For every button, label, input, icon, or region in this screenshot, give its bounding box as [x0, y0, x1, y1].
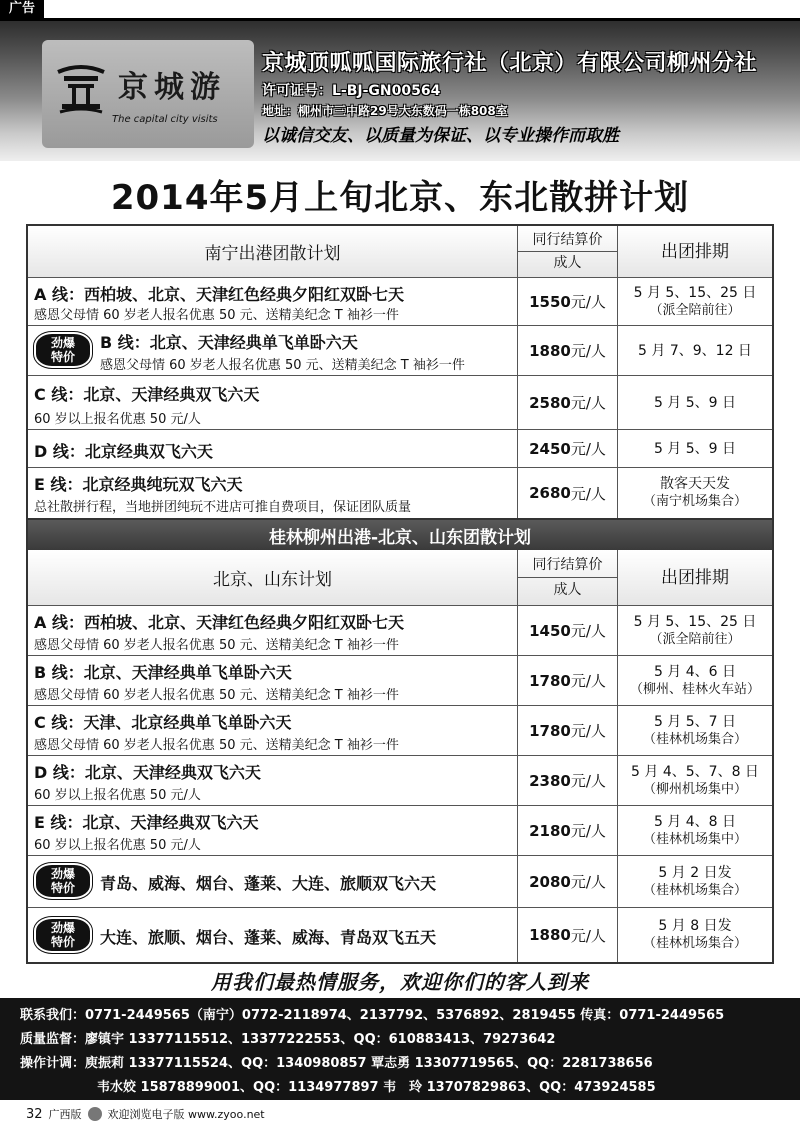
page-number: 32 — [26, 1106, 43, 1122]
logo-subtitle: The capital city visits — [112, 114, 218, 125]
route-price: 2080 元/人 — [518, 856, 618, 907]
price-label: 同行结算价 — [532, 232, 603, 248]
route-price: 2580 元/人 — [518, 376, 618, 429]
departure-dates: 5 月 4、5、7、8 日 （柳州机场集中） — [631, 763, 759, 797]
route-note: 感恩父母情 60 岁老人报名优惠 50 元、送精美纪念 T 袖衫一件 — [34, 688, 399, 703]
table-header — [28, 550, 772, 606]
departure-dates: 5 月 7、9、12 日 — [638, 342, 752, 359]
route-price: 1780 元/人 — [518, 706, 618, 755]
publication-logo-icon — [88, 1107, 102, 1121]
route-note: 总社散拼行程，当地拼团纯玩不进店可推自费项目，保证团队质量 — [34, 500, 412, 515]
table-row — [28, 706, 772, 756]
company-name: 京城顶呱呱国际旅行社（北京）有限公司柳州分社 — [262, 51, 758, 76]
special-offer-badge: 劲爆 特价 — [34, 917, 92, 953]
departure-dates: 5 月 5、9 日 — [653, 440, 737, 457]
section-heading: 桂林柳州出港-北京、山东团散计划 — [28, 520, 772, 550]
route-price: 2680 元/人 — [518, 468, 618, 518]
departure-dates: 5 月 2 日发 （桂林机场集合） — [642, 864, 747, 898]
route-price: 1880 元/人 — [518, 326, 618, 375]
route-note: 感恩父母情 60 岁老人报名优惠 50 元、送精美纪念 T 袖衫一件 — [34, 738, 399, 753]
route-title: C 线：北京、天津经典双飞六天 — [34, 385, 260, 404]
departure-dates: 5 月 5、15、25 日 （派全陪前往） — [633, 284, 757, 318]
route-title: B 线：北京、天津经典单飞单卧六天 — [34, 663, 292, 682]
route-price: 1880 元/人 — [518, 908, 618, 962]
table-row — [28, 376, 772, 430]
table-row — [28, 656, 772, 706]
date-column-header: 出团排期 — [661, 241, 729, 262]
quality-supervision: 质量监督：廖镇宇 13377115512、13377222553、QQ：610883413、79273642 — [20, 1032, 556, 1047]
plan-column-header: 南宁出港团散计划 — [28, 226, 518, 277]
table-row — [28, 430, 772, 468]
contact-info-panel — [0, 998, 800, 1100]
route-title: B 线：北京、天津经典单飞单卧六天 — [100, 333, 358, 352]
company-address: 地址：柳州市三中路29号大东数码一栋808室 — [262, 104, 508, 118]
route-price: 1550 元/人 — [518, 278, 618, 325]
edition-label: 广西版 — [48, 1108, 82, 1121]
company-logo — [42, 40, 254, 148]
nanning-schedule-table — [26, 224, 774, 520]
temple-logo-icon — [52, 58, 110, 116]
route-title: 青岛、威海、烟台、蓬莱、大连、旅顺双飞六天 — [100, 874, 437, 893]
departure-dates: 5 月 5、15、25 日 （派全陪前往） — [633, 613, 757, 647]
operations-contacts: 操作计调：庾振莉 13377115524、QQ：1340980857 覃志勇 13307719565、QQ：2281738656 — [20, 1056, 653, 1071]
route-title: E 线：北京、天津经典双飞六天 — [34, 813, 259, 832]
table-row — [28, 806, 772, 856]
page-footer — [26, 1106, 265, 1122]
table-row — [28, 756, 772, 806]
welcome-slogan: 用我们最热情服务，欢迎你们的客人到来 — [211, 970, 589, 994]
website-link[interactable]: 欢迎浏览电子版 www.zyoo.net — [107, 1108, 265, 1121]
route-note: 感恩父母情 60 岁老人报名优惠 50 元、送精美纪念 T 袖衫一件 — [34, 308, 399, 323]
route-price: 1780 元/人 — [518, 656, 618, 705]
special-offer-badge: 劲爆 特价 — [34, 863, 92, 899]
route-price: 2450 元/人 — [518, 430, 618, 467]
route-note: 感恩父母情 60 岁老人报名优惠 50 元、送精美纪念 T 袖衫一件 — [100, 358, 465, 373]
contact-phones: 联系我们：0771-2449565（南宁）0772-2118974、2137792、5376892、2819455 传真：0771-2449565 — [20, 1008, 725, 1023]
plan-column-header: 北京、山东计划 — [28, 550, 518, 605]
departure-dates: 5 月 8 日发 （桂林机场集合） — [642, 918, 747, 951]
table-row — [28, 908, 772, 962]
route-title: A 线：西柏坡、北京、天津红色经典夕阳红双卧七天 — [34, 613, 404, 632]
departure-dates: 5 月 4、8 日 （桂林机场集中） — [642, 813, 747, 847]
table-row — [28, 856, 772, 908]
route-note: 感恩父母情 60 岁老人报名优惠 50 元、送精美纪念 T 袖衫一件 — [34, 638, 399, 653]
table-row — [28, 278, 772, 326]
price-column-header — [518, 226, 618, 277]
departure-dates: 散客天天发 （南宁机场集合） — [642, 476, 747, 509]
route-title: C 线：天津、北京经典单飞单卧六天 — [34, 713, 292, 732]
departure-dates: 5 月 5、7 日 （桂林机场集合） — [642, 713, 747, 747]
route-title: D 线：北京经典双飞六天 — [34, 442, 213, 461]
table-header — [28, 226, 772, 278]
date-column-header: 出团排期 — [661, 567, 729, 588]
route-note: 60 岁以上报名优惠 50 元/人 — [34, 788, 201, 803]
route-price: 1450 元/人 — [518, 606, 618, 655]
operations-contacts-2: 韦水姣 15878899001、QQ：1134977897 韦 玲 13707829863、QQ：473924585 — [97, 1080, 656, 1095]
route-title: A 线：西柏坡、北京、天津红色经典夕阳红双卧七天 — [34, 285, 404, 304]
route-note: 60 岁以上报名优惠 50 元/人 — [34, 412, 201, 427]
route-title: 大连、旅顺、烟台、蓬莱、威海、青岛双飞五天 — [100, 928, 437, 947]
price-label: 同行结算价 — [532, 557, 603, 573]
route-note: 60 岁以上报名优惠 50 元/人 — [34, 838, 201, 853]
adult-label: 成人 — [518, 577, 617, 602]
table-row — [28, 326, 772, 376]
price-column-header — [518, 550, 618, 605]
departure-dates: 5 月 5、9 日 — [653, 394, 737, 411]
route-title: E 线：北京经典纯玩双飞六天 — [34, 475, 243, 494]
departure-dates: 5 月 4、6 日 （柳州、桂林火车站） — [629, 663, 760, 697]
route-price: 2180 元/人 — [518, 806, 618, 855]
table-row — [28, 468, 772, 518]
special-offer-badge: 劲爆 特价 — [34, 332, 92, 368]
route-price: 2380 元/人 — [518, 756, 618, 805]
logo-text: 京城游 — [118, 70, 226, 105]
guilin-liuzhou-schedule-table — [26, 518, 774, 964]
adult-label: 成人 — [518, 251, 617, 274]
route-title: D 线：北京、天津经典双飞六天 — [34, 763, 261, 782]
ad-tag: 广告 — [0, 0, 44, 18]
page-title: 2014年5月上旬北京、东北散拼计划 — [110, 178, 690, 218]
company-slogan: 以诚信交友、以质量为保证、以专业操作而取胜 — [262, 126, 619, 146]
table-row — [28, 606, 772, 656]
license-number: 许可证号：L-BJ-GN00564 — [262, 83, 441, 99]
